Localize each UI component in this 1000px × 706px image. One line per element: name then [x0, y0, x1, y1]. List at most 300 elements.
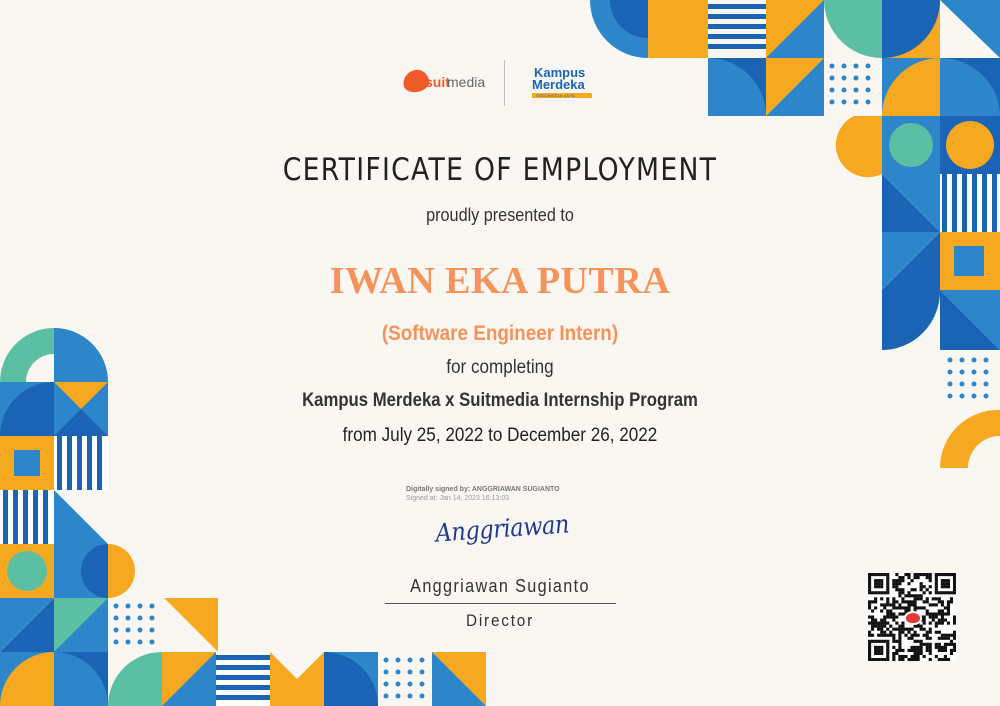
qr-module — [950, 634, 953, 637]
qr-module — [910, 646, 913, 649]
qr-module — [877, 591, 880, 594]
qr-module — [947, 573, 950, 576]
qr-module — [926, 643, 929, 646]
qr-module — [914, 652, 917, 655]
qr-module — [901, 606, 904, 609]
qr-module — [877, 646, 880, 649]
qr-module — [892, 634, 895, 637]
qr-module — [874, 591, 877, 594]
qr-code-icon[interactable] — [868, 573, 956, 661]
qr-module — [880, 652, 883, 655]
qr-module — [892, 579, 895, 582]
qr-module — [953, 615, 956, 618]
qr-module — [892, 600, 895, 603]
qr-module — [920, 625, 923, 628]
handwritten-signature — [400, 508, 600, 558]
qr-module — [871, 591, 874, 594]
qr-module — [938, 646, 941, 649]
qr-module — [907, 649, 910, 652]
qr-module — [920, 646, 923, 649]
qr-module — [877, 625, 880, 628]
qr-module — [895, 588, 898, 591]
qr-module — [941, 658, 944, 661]
qr-module — [877, 628, 880, 631]
qr-module — [904, 628, 907, 631]
qr-module — [910, 655, 913, 658]
qr-module — [917, 658, 920, 661]
qr-module — [935, 591, 938, 594]
qr-module — [901, 658, 904, 661]
qr-module — [941, 591, 944, 594]
km-logo-sub: INDONESIA JAYA — [536, 93, 576, 98]
qr-module — [917, 597, 920, 600]
signature-line — [385, 603, 616, 604]
qr-module — [886, 588, 889, 591]
qr-module — [914, 646, 917, 649]
qr-module — [877, 658, 880, 661]
qr-module — [944, 634, 947, 637]
qr-module — [910, 579, 913, 582]
qr-module — [920, 640, 923, 643]
qr-module — [880, 646, 883, 649]
qr-module — [935, 615, 938, 618]
qr-module — [920, 628, 923, 631]
qr-module — [895, 573, 898, 576]
qr-module — [914, 625, 917, 628]
qr-module — [941, 609, 944, 612]
qr-module — [953, 649, 956, 652]
qr-module — [929, 631, 932, 634]
qr-module — [917, 646, 920, 649]
qr-module — [883, 631, 886, 634]
qr-module — [895, 600, 898, 603]
qr-module — [910, 658, 913, 661]
qr-module — [920, 643, 923, 646]
digital-signature-date: Signed at: Jan 14, 2023 16:13:03 — [406, 495, 510, 502]
qr-module — [874, 619, 877, 622]
qr-module — [926, 612, 929, 615]
kampus-merdeka-logo — [530, 64, 600, 104]
qr-module — [950, 591, 953, 594]
qr-module — [901, 649, 904, 652]
program-name: Kampus Merdeka x Suitmedia Internship Program — [302, 390, 698, 411]
qr-module — [874, 600, 877, 603]
qr-module — [895, 582, 898, 585]
qr-module — [880, 591, 883, 594]
qr-module — [950, 600, 953, 603]
suitmedia-logo — [400, 68, 490, 98]
qr-module — [923, 600, 926, 603]
qr-module — [923, 619, 926, 622]
qr-module — [935, 576, 938, 579]
qr-module — [953, 646, 956, 649]
qr-module — [868, 588, 871, 591]
qr-module — [953, 588, 956, 591]
qr-module — [907, 594, 910, 597]
qr-module — [883, 640, 886, 643]
qr-module — [910, 628, 913, 631]
qr-module — [938, 637, 941, 640]
qr-module — [938, 600, 941, 603]
qr-module — [923, 634, 926, 637]
qr-module — [871, 622, 874, 625]
qr-module — [868, 603, 871, 606]
qr-module — [944, 658, 947, 661]
qr-module — [938, 631, 941, 634]
qr-module — [868, 658, 871, 661]
qr-module — [941, 615, 944, 618]
qr-module — [935, 622, 938, 625]
qr-module — [929, 573, 932, 576]
qr-module — [886, 628, 889, 631]
qr-module — [929, 612, 932, 615]
qr-module — [892, 640, 895, 643]
qr-module — [907, 573, 910, 576]
qr-module — [880, 634, 883, 637]
qr-module — [917, 625, 920, 628]
qr-module — [926, 634, 929, 637]
qr-module — [868, 655, 871, 658]
qr-module — [901, 631, 904, 634]
qr-module — [953, 637, 956, 640]
qr-module — [892, 658, 895, 661]
qr-module — [877, 640, 880, 643]
qr-module — [889, 609, 892, 612]
qr-module — [868, 585, 871, 588]
qr-module — [938, 622, 941, 625]
qr-module — [914, 634, 917, 637]
qr-module — [935, 603, 938, 606]
qr-module — [901, 576, 904, 579]
qr-module — [947, 637, 950, 640]
qr-module — [929, 576, 932, 579]
qr-module — [871, 628, 874, 631]
qr-module — [871, 609, 874, 612]
qr-module — [914, 606, 917, 609]
qr-module — [877, 622, 880, 625]
qr-module — [953, 573, 956, 576]
qr-module — [898, 588, 901, 591]
qr-module — [941, 579, 944, 582]
qr-module — [923, 591, 926, 594]
qr-module — [935, 588, 938, 591]
qr-module — [886, 573, 889, 576]
qr-module — [929, 637, 932, 640]
qr-module — [874, 622, 877, 625]
qr-module — [920, 652, 923, 655]
logo-bar — [400, 58, 620, 108]
recipient-name: IWAN EKA PUTRA — [329, 260, 671, 302]
qr-module — [947, 658, 950, 661]
qr-module — [904, 606, 907, 609]
qr-module — [868, 576, 871, 579]
qr-module — [898, 591, 901, 594]
qr-module — [941, 603, 944, 606]
qr-module — [868, 649, 871, 652]
qr-module — [874, 649, 877, 652]
qr-module — [944, 637, 947, 640]
qr-module — [941, 612, 944, 615]
qr-module — [907, 628, 910, 631]
qr-module — [877, 579, 880, 582]
qr-module — [947, 643, 950, 646]
qr-module — [880, 579, 883, 582]
qr-module — [917, 634, 920, 637]
qr-module — [947, 609, 950, 612]
qr-module — [938, 591, 941, 594]
qr-module — [941, 634, 944, 637]
qr-module — [953, 576, 956, 579]
qr-module — [901, 628, 904, 631]
qr-module — [920, 597, 923, 600]
qr-module — [947, 579, 950, 582]
qr-module — [929, 579, 932, 582]
qr-module — [944, 612, 947, 615]
qr-module — [880, 609, 883, 612]
qr-module — [923, 643, 926, 646]
qr-module — [901, 597, 904, 600]
qr-module — [874, 606, 877, 609]
qr-module — [920, 582, 923, 585]
qr-module — [914, 649, 917, 652]
qr-module — [910, 588, 913, 591]
qr-module — [917, 573, 920, 576]
qr-module — [904, 573, 907, 576]
qr-module — [941, 619, 944, 622]
qr-module — [880, 649, 883, 652]
qr-module — [929, 652, 932, 655]
qr-module — [953, 634, 956, 637]
qr-module — [898, 576, 901, 579]
qr-module — [938, 619, 941, 622]
qr-module — [898, 637, 901, 640]
qr-module — [886, 622, 889, 625]
qr-module — [941, 573, 944, 576]
for-completing-text: for completing — [446, 357, 554, 378]
qr-module — [923, 606, 926, 609]
qr-module — [892, 655, 895, 658]
qr-module — [874, 640, 877, 643]
qr-module — [910, 649, 913, 652]
qr-module — [868, 579, 871, 582]
qr-module — [871, 658, 874, 661]
qr-module — [920, 649, 923, 652]
qr-module — [871, 625, 874, 628]
signer-title: Director — [466, 611, 534, 630]
qr-module — [920, 585, 923, 588]
km-logo-line1: Kampus — [534, 65, 586, 80]
qr-module — [935, 579, 938, 582]
qr-module — [953, 619, 956, 622]
qr-module — [950, 640, 953, 643]
qr-module — [898, 631, 901, 634]
qr-module — [944, 591, 947, 594]
qr-module — [944, 649, 947, 652]
presented-text: proudly presented to — [426, 205, 574, 225]
qr-module — [941, 646, 944, 649]
qr-module — [895, 606, 898, 609]
qr-module — [926, 600, 929, 603]
qr-module — [923, 655, 926, 658]
qr-module — [871, 640, 874, 643]
qr-module — [868, 615, 871, 618]
qr-module — [917, 649, 920, 652]
qr-module — [929, 591, 932, 594]
qr-module — [926, 573, 929, 576]
qr-module — [898, 594, 901, 597]
qr-module — [889, 615, 892, 618]
qr-module — [926, 609, 929, 612]
qr-module — [929, 615, 932, 618]
qr-module — [941, 622, 944, 625]
qr-module — [929, 643, 932, 646]
qr-module — [886, 640, 889, 643]
qr-module — [914, 600, 917, 603]
qr-module — [868, 634, 871, 637]
qr-module — [950, 643, 953, 646]
qr-module — [886, 655, 889, 658]
qr-module — [935, 612, 938, 615]
qr-module — [923, 573, 926, 576]
qr-module — [941, 585, 944, 588]
qr-module — [892, 582, 895, 585]
qr-module — [953, 585, 956, 588]
qr-module — [895, 628, 898, 631]
qr-module — [907, 603, 910, 606]
qr-module — [929, 628, 932, 631]
qr-module — [883, 591, 886, 594]
qr-module — [874, 585, 877, 588]
qr-center-logo — [904, 611, 922, 625]
qr-module — [886, 652, 889, 655]
qr-module — [907, 606, 910, 609]
qr-module — [868, 643, 871, 646]
qr-module — [877, 649, 880, 652]
qr-module — [947, 582, 950, 585]
qr-module — [868, 573, 871, 576]
qr-module — [944, 582, 947, 585]
qr-module — [929, 603, 932, 606]
qr-module — [953, 631, 956, 634]
qr-module — [886, 643, 889, 646]
qr-module — [898, 579, 901, 582]
qr-module — [914, 603, 917, 606]
qr-module — [868, 606, 871, 609]
qr-module — [898, 646, 901, 649]
qr-module — [892, 606, 895, 609]
qr-module — [947, 622, 950, 625]
qr-module — [883, 615, 886, 618]
qr-module — [871, 634, 874, 637]
qr-module — [904, 594, 907, 597]
qr-module — [877, 585, 880, 588]
qr-module — [880, 573, 883, 576]
qr-module — [914, 588, 917, 591]
qr-module — [953, 622, 956, 625]
qr-module — [932, 597, 935, 600]
qr-module — [907, 600, 910, 603]
qr-module — [871, 600, 874, 603]
qr-module — [941, 600, 944, 603]
qr-module — [895, 640, 898, 643]
qr-module — [914, 655, 917, 658]
qr-module — [886, 646, 889, 649]
qr-module — [895, 579, 898, 582]
qr-module — [886, 591, 889, 594]
qr-module — [892, 628, 895, 631]
suitmedia-logo-text-a: suit — [425, 74, 450, 90]
recipient-role: (Software Engineer Intern) — [381, 322, 619, 345]
certificate-title: CERTIFICATE OF EMPLOYMENT — [282, 152, 718, 188]
qr-module — [938, 573, 941, 576]
signature-script: Anggriawan — [434, 509, 570, 548]
qr-module — [938, 643, 941, 646]
qr-module — [892, 612, 895, 615]
qr-module — [926, 576, 929, 579]
qr-module — [910, 600, 913, 603]
qr-module — [901, 655, 904, 658]
qr-module — [907, 591, 910, 594]
qr-module — [868, 600, 871, 603]
qr-module — [868, 646, 871, 649]
qr-module — [880, 619, 883, 622]
qr-module — [880, 625, 883, 628]
qr-module — [886, 649, 889, 652]
qr-module — [898, 640, 901, 643]
qr-module — [892, 619, 895, 622]
qr-module — [898, 649, 901, 652]
qr-module — [886, 600, 889, 603]
km-logo-line2: Merdeka — [532, 77, 585, 92]
qr-module — [901, 600, 904, 603]
qr-module — [950, 649, 953, 652]
qr-module — [877, 582, 880, 585]
qr-module — [917, 652, 920, 655]
qr-module — [932, 612, 935, 615]
qr-module — [901, 591, 904, 594]
qr-module — [917, 576, 920, 579]
qr-module — [886, 612, 889, 615]
qr-module — [929, 649, 932, 652]
qr-module — [883, 606, 886, 609]
qr-module — [892, 637, 895, 640]
qr-module — [907, 658, 910, 661]
qr-module — [920, 588, 923, 591]
qr-module — [923, 615, 926, 618]
qr-module — [907, 582, 910, 585]
qr-module — [886, 576, 889, 579]
program-dates: from July 25, 2022 to December 26, 2022 — [342, 425, 658, 446]
qr-module — [892, 585, 895, 588]
qr-module — [892, 615, 895, 618]
qr-module — [874, 658, 877, 661]
qr-module — [944, 573, 947, 576]
qr-module — [874, 573, 877, 576]
qr-module — [935, 631, 938, 634]
qr-module — [880, 640, 883, 643]
qr-module — [947, 591, 950, 594]
qr-module — [947, 612, 950, 615]
qr-module — [953, 591, 956, 594]
qr-module — [935, 625, 938, 628]
qr-module — [886, 582, 889, 585]
qr-module — [935, 582, 938, 585]
qr-module — [901, 625, 904, 628]
qr-module — [886, 603, 889, 606]
qr-module — [898, 658, 901, 661]
qr-module — [904, 655, 907, 658]
qr-module — [907, 631, 910, 634]
